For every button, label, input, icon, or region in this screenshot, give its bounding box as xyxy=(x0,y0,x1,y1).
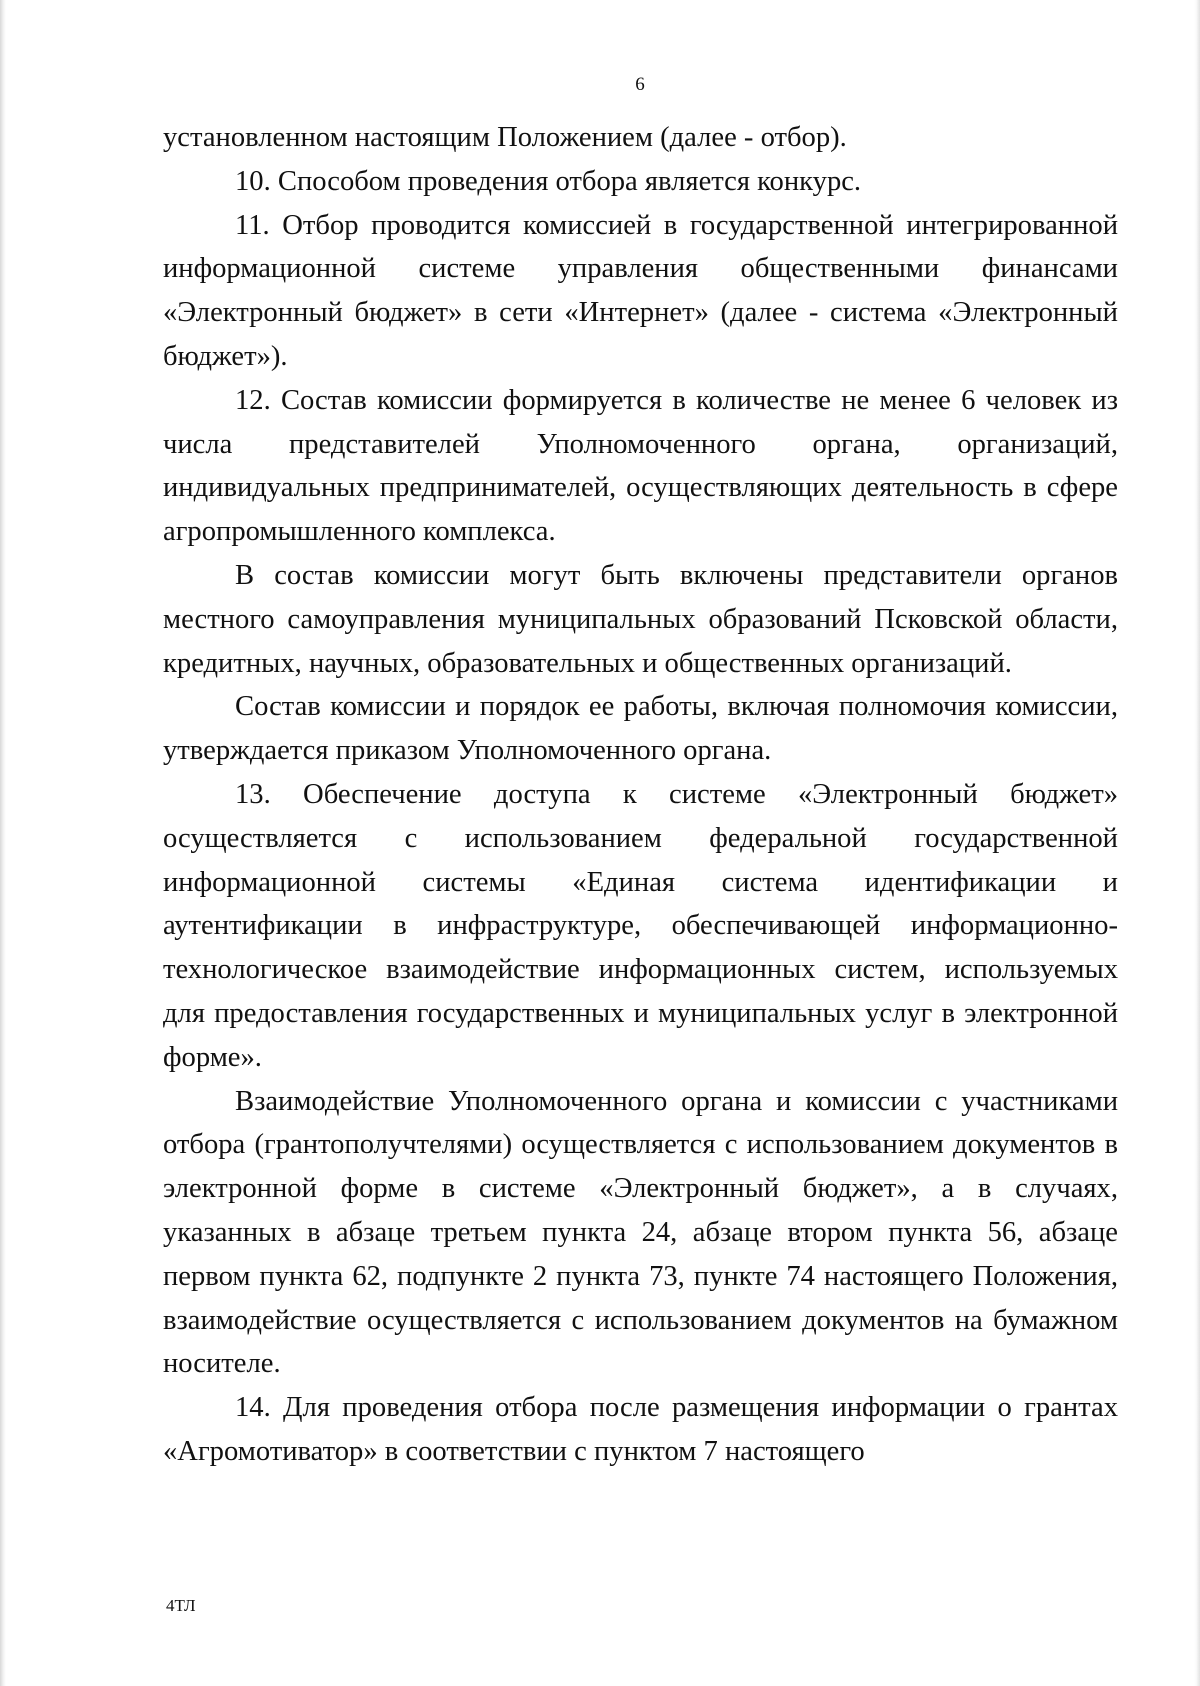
paragraph-interaction: Взаимодействие Уполномоченного органа и комиссии с участниками отбора (грантополучтелями) осуществляется с использованием документов в электронной форме в системе «Электронный бюджет», а в случаях, указанных в абзаце третьем пункта 24, абзаце втором пункта 56, абзаце первом пункта 62, подпункте 2 пункта 73, пункте 74 настоящего Положения, взаимодействие осуществляется с использованием документов на бумажном носителе. xyxy=(163,1085,1118,1380)
paragraph-item-12: 12. Состав комиссии формируется в количестве не менее 6 человек из числа представителей Уполномоченного органа, организаций, индивидуальных предпринимателей, осуществляющих деятельность в сфере агропромышленного комплекса. xyxy=(163,384,1118,548)
paragraph-continuation: установленном настоящим Положением (далее - отбор). xyxy=(163,122,847,153)
page-number: 6 xyxy=(635,74,645,95)
document-body xyxy=(163,116,1118,1474)
scan-edge-right xyxy=(1194,0,1200,1686)
paragraph-commission-members: В состав комиссии могут быть включены представители органов местного самоуправления муниципальных образований Псковской области, кредитных, научных, образовательных и общественных организаций. xyxy=(163,559,1118,679)
paragraph-item-11: 11. Отбор проводится комиссией в государственной интегрированной информационной системе управления общественными финансами «Электронный бюджет» в сети «Интернет» (далее - система «Электронный бюджет»). xyxy=(163,209,1118,372)
scan-edge-left xyxy=(0,0,6,1686)
paragraph-item-13: 13. Обеспечение доступа к системе «Электронный бюджет» осуществляется с использованием федеральной государственной информационной системы «Единая система идентификации и аутентификации в инфраструктуре, обеспечивающей информационно-технологическое взаимодействие информационных систем, используемых для предоставления государственных и муниципальных услуг в электронной форме». xyxy=(163,778,1118,1073)
footer-code: 4ТЛ xyxy=(166,1596,196,1615)
paragraph-item-14: 14. Для проведения отбора после размещения информации о грантах «Агромотиватор» в соответствии с пунктом 7 настоящего xyxy=(163,1392,1118,1467)
paragraph-commission-order: Состав комиссии и порядок ее работы, включая полномочия комиссии, утверждается приказом Уполномоченного органа. xyxy=(163,691,1118,767)
paragraph-item-10: 10. Способом проведения отбора является конкурс. xyxy=(235,165,862,197)
